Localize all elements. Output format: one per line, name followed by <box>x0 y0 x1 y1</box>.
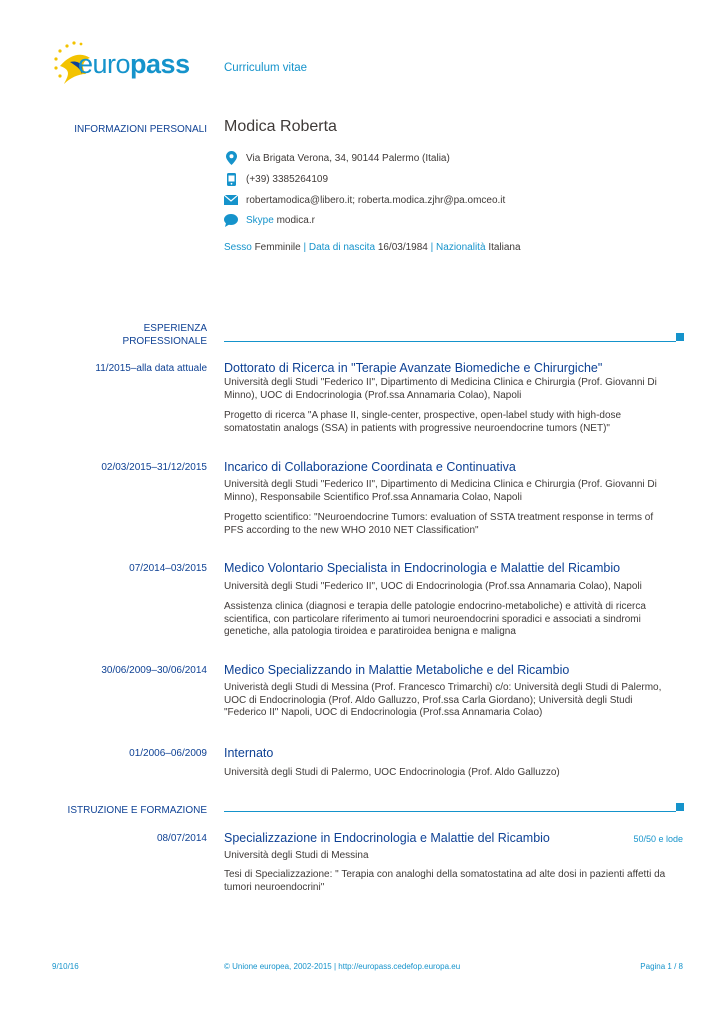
section-label-personal: INFORMAZIONI PERSONALI <box>74 124 207 135</box>
europass-wordmark: europass <box>78 49 190 79</box>
entry-date: 30/06/2009–30/06/2014 <box>101 665 207 676</box>
footer-page-number: Pagina 1 / 8 <box>640 962 683 971</box>
entry-title: Medico Specializzando in Malattie Metaboliche e del Ricambio <box>224 663 570 677</box>
section-marker <box>676 333 684 341</box>
contact-skype <box>224 212 315 228</box>
location-pin-icon <box>224 151 238 165</box>
footer-date: 9/10/16 <box>52 962 79 971</box>
section-label-education: ISTRUZIONE E FORMAZIONE <box>67 805 207 816</box>
entry-employer: Università degli Studi "Federico II", Dipartimento di Medicina Clinica e Chirurgia (Prof. Giovanni Di Minno), UOC di Endocrinologia (Prof.ssa Annamaria Colao), Napoli <box>224 377 657 401</box>
entry-title: Incarico di Collaborazione Coordinata e Continuativa <box>224 460 516 474</box>
entry-description: Tesi di Specializzazione: " Terapia con analoghi della somatostatina ad alte dosi in pazienti affetti da tumori neuroendocrini" <box>224 869 666 893</box>
entry-title: Medico Volontario Specialista in Endocrinologia e Malattie del Ricambio <box>224 561 621 575</box>
entry-date: 02/03/2015–31/12/2015 <box>101 462 207 473</box>
entry-employer: Università degli Studi di Palermo, UOC Endocrinologia (Prof. Aldo Galluzzo) <box>224 767 560 778</box>
contact-email <box>224 192 505 208</box>
entry-description: Assistenza clinica (diagnosi e terapia delle patologie endocrino-metaboliche) e attività di ricerca scientifica, con particolare riferimento ai tumori neuroendocrini sporadici e associati a sindromi genetiche, alla patologia tiroidea e paratiroidea benigna e maligna <box>224 601 646 637</box>
phone-text: (+39) 3385264109 <box>246 173 329 185</box>
entry-employer: Università degli Studi "Federico II", Dipartimento di Medicina Clinica e Chirurgia (Prof. Giovanni Di Minno), Responsabile Scientifico Prof.ssa Annamaria Colao, Napoli <box>224 479 657 503</box>
skype-id: modica.r <box>276 214 315 226</box>
section-label-experience: ESPERIENZA PROFESSIONALE <box>122 323 207 347</box>
grade-badge: 50/50 e lode <box>633 834 683 844</box>
mobile-phone-icon <box>224 172 238 186</box>
speech-bubble-icon <box>224 213 238 227</box>
contact-phone <box>224 171 328 187</box>
entry-title: Internato <box>224 746 274 760</box>
entry-employer: Università degli Studi "Federico II", UOC di Endocrinologia (Prof.ssa Annamaria Colao), Napoli <box>224 581 642 592</box>
candidate-name: Modica Roberta <box>224 118 337 135</box>
entry-description: Progetto scientifico: "Neuroendocrine Tumors: evaluation of SSTA treatment response in terms of PFS according to the new WHO 2010 NET Classification" <box>224 512 654 536</box>
entry-date: 11/2015–alla data attuale <box>95 363 207 374</box>
entry-description: Progetto di ricerca "A phase II, single-center, prospective, open-label study with high-dose somatostatin analogs (SSA) in patients with progressive neuroendocrine tumors (NET)" <box>224 410 622 434</box>
separator: | <box>430 242 434 253</box>
section-divider <box>224 341 676 342</box>
address-text: Via Brigata Verona, 34, 90144 Palermo (Italia) <box>246 152 450 164</box>
nationality-label: Nazionalità <box>436 242 486 253</box>
entry-employer: Univeristà degli Studi di Messina (Prof. Francesco Trimarchi) c/o: Università degli Studi di Palermo, UOC di Endocrinologia (Prof. Aldo Galluzzo, Prof.ssa Carla Giordano); Università degli Studi "Federico II" Napoli, UOC di Endocrinologia (Prof.ssa Annamaria Colao) <box>224 682 662 718</box>
section-divider <box>224 811 676 812</box>
entry-date: 08/07/2014 <box>156 833 207 844</box>
footer-copyright[interactable]: © Unione europea, 2002-2015 | http://europass.cedefop.europa.eu <box>224 962 461 971</box>
email-text[interactable]: robertamodica@libero.it; roberta.modica.zjhr@pa.omceo.it <box>246 194 506 206</box>
personal-details-line <box>224 242 521 253</box>
envelope-icon <box>224 193 238 207</box>
entry-title: Dottorato di Ricerca in "Terapie Avanzate Biomediche e Chirurgiche" <box>224 361 603 375</box>
sex-value: Femminile <box>254 242 301 253</box>
nationality-value: Italiana <box>488 242 521 253</box>
entry-title: Specializzazione in Endocrinologia e Malattie del Ricambio <box>224 831 550 845</box>
section-marker <box>676 803 684 811</box>
entry-date: 07/2014–03/2015 <box>129 563 207 574</box>
birth-value: 16/03/1984 <box>377 242 428 253</box>
skype-label: Skype <box>246 214 274 226</box>
contact-address <box>224 150 450 166</box>
sex-label: Sesso <box>224 242 252 253</box>
entry-institution: Università degli Studi di Messina <box>224 850 369 861</box>
birth-label: Data di nascita <box>308 242 376 253</box>
separator: | <box>303 242 307 253</box>
entry-date: 01/2006–06/2009 <box>129 748 207 759</box>
document-title: Curriculum vitae <box>224 62 308 74</box>
